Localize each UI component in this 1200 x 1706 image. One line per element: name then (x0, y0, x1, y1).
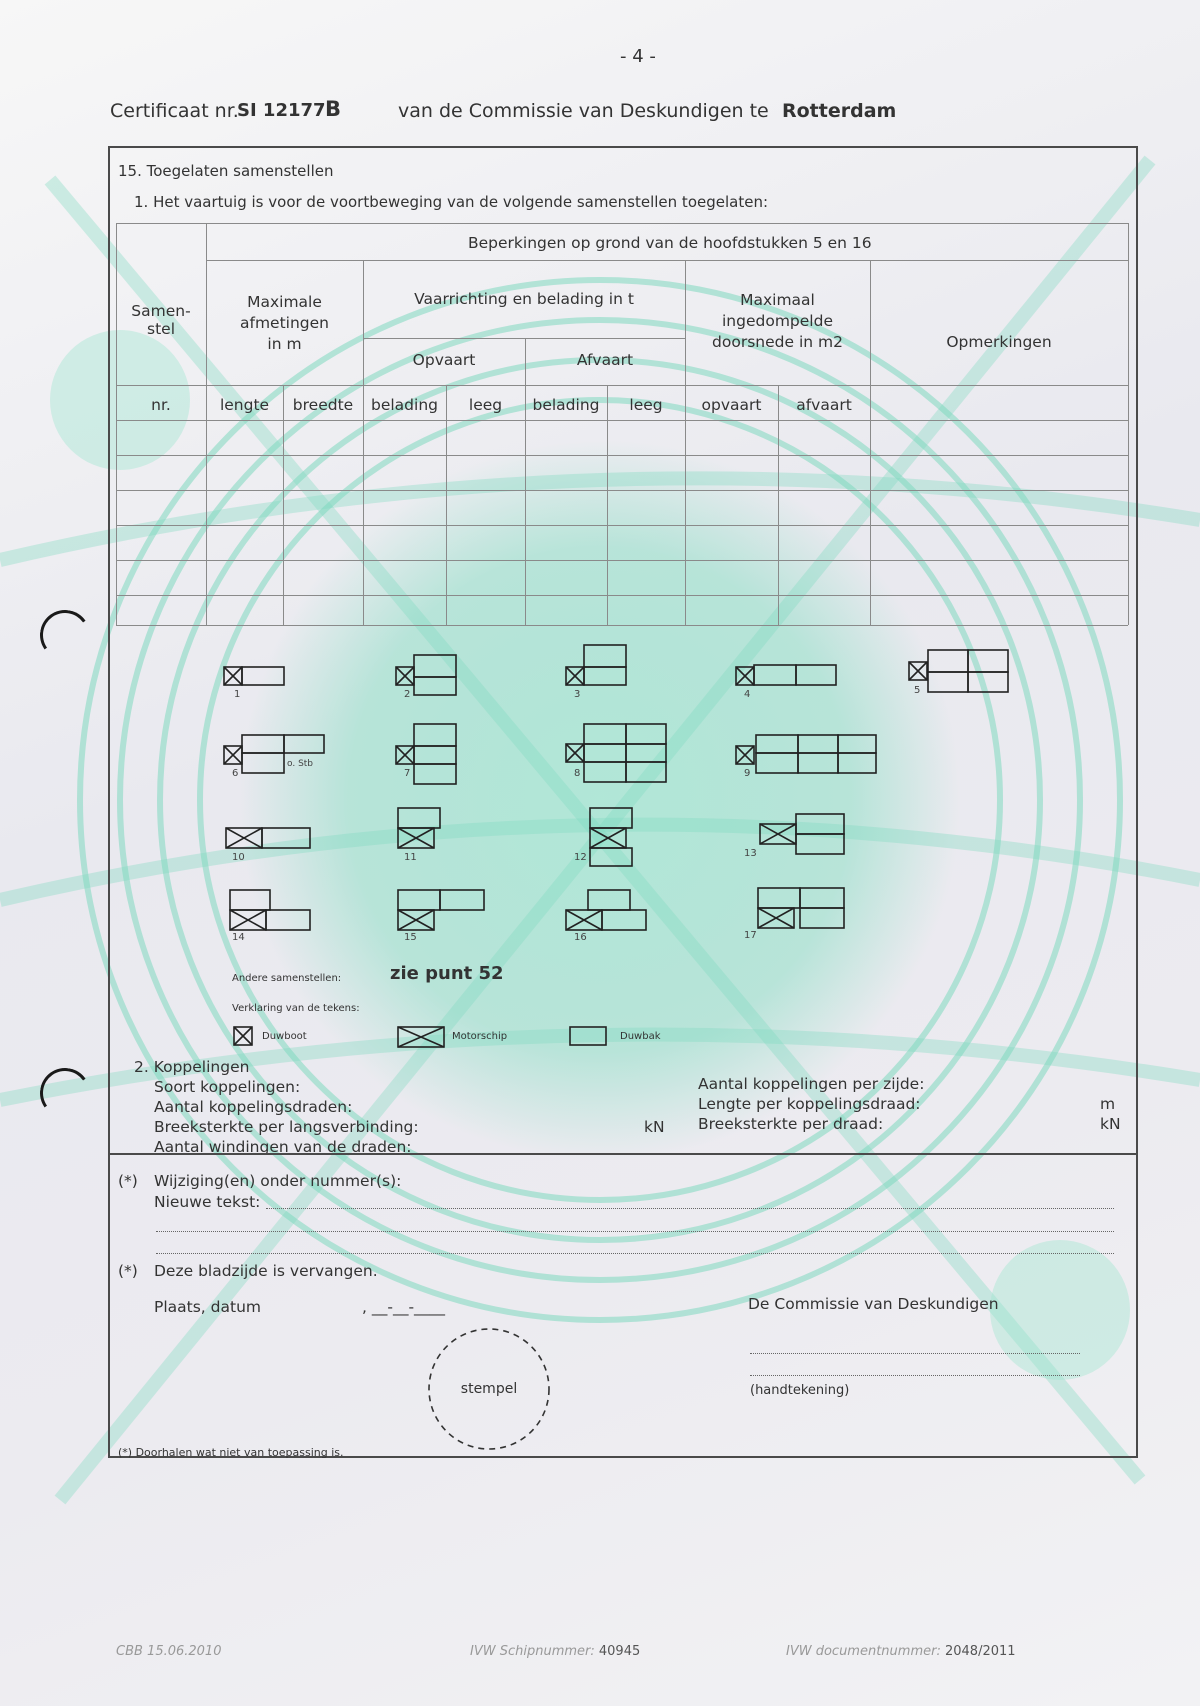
duwbak-icon (570, 1027, 606, 1045)
unit-m: m (1100, 1095, 1116, 1113)
legend-title: Verklaring van de tekens: (232, 1003, 360, 1014)
wijziging-nieuwe-tekst: Nieuwe tekst: (154, 1193, 261, 1211)
sub-afvaart: afvaart (796, 396, 852, 414)
stb-label: o. Stb (287, 759, 314, 769)
sub-leeg-af: leeg (629, 396, 663, 414)
stamp-label: stempel (460, 1381, 518, 1397)
andere-label: Andere samenstellen: (232, 973, 342, 984)
replaced-text: Deze bladzijde is vervangen. (154, 1262, 378, 1280)
koppelingen-breeksterkte-draad: Breeksterkte per draad: (698, 1115, 884, 1133)
commission-label: De Commissie van Deskundigen (748, 1295, 999, 1313)
wijziging-marker: (*) (118, 1172, 138, 1190)
formation-1 (224, 667, 284, 685)
sub-belading-af: belading (532, 396, 600, 414)
signature-line (750, 1375, 1080, 1376)
col-doorsnede: Maximaal ingedompelde doorsnede in m2 (712, 291, 843, 351)
formation-number: 8 (574, 768, 581, 779)
section-item1: 1. Het vaartuig is voor de voortbeweging van de volgende samenstellen toegelaten: (134, 193, 768, 211)
formation-5 (909, 650, 1008, 692)
legend-duwbak: Duwbak (620, 1031, 661, 1042)
formation-15 (398, 890, 484, 930)
certificate-label: Certificaat nr. (110, 100, 239, 122)
formation-number: 1 (234, 689, 241, 700)
dotted-line (266, 1208, 1114, 1209)
formation-number: 7 (404, 768, 411, 779)
unit-kn-right: kN (1100, 1115, 1121, 1133)
col-opmerkingen: Opmerkingen (946, 333, 1052, 351)
koppelingen-windingen: Aantal windingen van de draden: (154, 1138, 412, 1156)
formation-number: 2 (404, 689, 411, 700)
sub-leeg-op: leeg (468, 396, 503, 414)
section-title: 15. Toegelaten samenstellen (118, 162, 334, 180)
signature-label: (handtekening) (750, 1383, 850, 1398)
formation-8 (566, 724, 666, 782)
page-number: - 4 - (620, 46, 656, 67)
formation-number: 13 (744, 848, 757, 859)
footnote: (*) Doorhalen wat niet van toepassing is. (118, 1446, 344, 1459)
formation-17 (758, 888, 844, 928)
formation-number: 17 (744, 930, 757, 941)
sub-breedte: breedte (292, 396, 354, 414)
formation-number: 5 (914, 685, 921, 696)
motorschip-icon (398, 1027, 444, 1047)
restriction-header: Beperkingen op grond van de hoofdstukken 5 en 16 (468, 234, 872, 252)
formation-11 (398, 808, 440, 848)
koppelingen-title: 2. Koppelingen (134, 1058, 250, 1076)
formation-number: 10 (232, 852, 245, 863)
formation-number: 15 (404, 932, 417, 943)
signature-line (750, 1353, 1080, 1354)
section-divider (108, 1153, 1138, 1155)
certificate-suffix: B (325, 97, 342, 121)
formation-number: 3 (574, 689, 581, 700)
formation-3 (566, 645, 626, 685)
sub-belading-op: belading (371, 396, 438, 414)
koppelingen-lengte: Lengte per koppelingsdraad: (698, 1095, 921, 1113)
city: Rotterdam (782, 100, 897, 122)
formation-13 (760, 814, 844, 854)
col-opvaart: Opvaart (412, 351, 476, 369)
formation-number: 4 (744, 689, 751, 700)
wijziging-nummers: Wijziging(en) onder nummer(s): (154, 1172, 402, 1190)
sub-nr: nr. (151, 396, 171, 414)
formation-4 (736, 665, 836, 685)
sub-opvaart: opvaart (701, 396, 762, 414)
col-vaarrichting: Vaarrichting en belading in t (414, 290, 634, 308)
formation-number: 14 (232, 932, 245, 943)
certificate-number: SI 12177 (237, 100, 326, 121)
formation-number: 6 (232, 768, 239, 779)
legend-duwboot: Duwboot (262, 1031, 307, 1042)
dotted-line (156, 1231, 1114, 1232)
formation-16 (566, 890, 646, 930)
formation-9 (736, 735, 876, 773)
koppelingen-soort: Soort koppelingen: (154, 1078, 301, 1096)
koppelingen-breeksterkte-langs: Breeksterkte per langsverbinding: (154, 1118, 419, 1136)
koppelingen-per-zijde: Aantal koppelingen per zijde: (698, 1075, 925, 1093)
replaced-marker: (*) (118, 1262, 138, 1280)
date-field: , __-__-____ (362, 1298, 446, 1316)
formation-number: 12 (574, 852, 587, 863)
andere-value: zie punt 52 (390, 963, 504, 984)
duwboot-icon (234, 1027, 252, 1045)
unit-kn-left: kN (644, 1118, 665, 1136)
formation-12 (590, 808, 632, 866)
formation-10 (226, 828, 310, 848)
koppelingen-aantal-draden: Aantal koppelingsdraden: (154, 1098, 353, 1116)
dotted-line (156, 1253, 1114, 1254)
sub-lengte: lengte (219, 396, 270, 414)
formation-number: 11 (404, 852, 417, 863)
ship-number: IVW Schipnummer: 40945 (470, 1644, 641, 1659)
col-afvaart: Afvaart (576, 351, 634, 369)
document-number: IVW documentnummer: 2048/2011 (786, 1644, 1016, 1659)
legend-motorschip: Motorschip (452, 1031, 508, 1042)
formation-14 (230, 890, 310, 930)
col-samenstel: Samen- stel (131, 302, 191, 338)
formation-number: 9 (744, 768, 751, 779)
form-code: CBB 15.06.2010 (116, 1644, 222, 1659)
col-max-afmetingen: Maximale afmetingen in m (240, 293, 329, 353)
place-date-label: Plaats, datum (154, 1298, 261, 1316)
commission-text: van de Commissie van Deskundigen te (398, 100, 769, 122)
formation-number: 16 (574, 932, 587, 943)
